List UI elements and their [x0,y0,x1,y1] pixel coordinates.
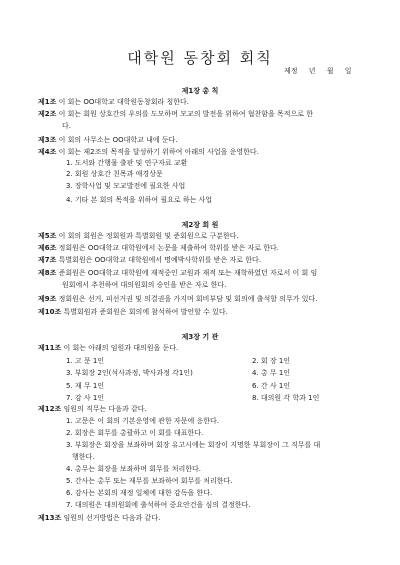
list-item: 2. 회원 상호간 친목과 애경상문 [66,170,163,178]
article-label: 제2조 [38,110,57,118]
article-label: 제12조 [38,405,62,413]
list-item: 1. 고문은 이 회의 기본운영에 관한 자문에 응한다. [66,417,219,425]
article-text: 이 회의 회원은 정회원과 특별회원 및 준회원으로 구분한다. [56,232,239,240]
officer-item: 7. 감 사 1인 [66,394,105,402]
article-text: 이 회의 사무소는 OO대학교 내에 둔다. [56,136,178,144]
article-text-continued: 다. [62,122,71,130]
article-label: 제13조 [38,514,62,522]
article-6 [38,244,279,253]
list-item: 4. 기타 본 회의 목적을 위하여 필요로 하는 사업 [66,196,213,204]
article-text: 정회원은 OO대학교 대학원에서 논문을 제출하여 학위를 받은 자로 한다. [56,244,280,252]
officer-item: 3. 부회장 2인(석사과정, 박사과정 각1인) [66,369,193,377]
article-10 [38,308,228,317]
officer-item: 8. 대의원 각 학과 1인 [252,394,320,402]
list-item: 5. 간사는 총무 또는 재무를 보좌하여 회무를 처리한다. [66,477,233,485]
list-item: 1. 도서와 간행물 출판 및 연구자료 교환 [66,159,188,167]
article-13 [38,514,160,523]
article-label: 제9조 [38,295,57,303]
article-text-continued: 원회에서 추천하여 대의원회의 승인을 받은 자로 한다. [62,281,227,289]
article-3 [38,136,178,145]
officer-item: 5. 재 무 1인 [66,382,105,390]
article-text: 이 회는 아래의 임원과 대의원을 둔다. [61,344,179,352]
article-9 [38,295,317,304]
chapter-heading: 제2장 회 원 [181,221,219,229]
article-text: 특별회원과 준회원은 회의에 참석하여 발언할 수 있다. [61,308,228,316]
article-text: 준회원은 OO대학교 대학원에 재적중인 교원과 재적 또는 재학하였던 자로서 이 회 임 [56,269,318,277]
article-label: 제6조 [38,244,57,252]
article-label: 제10조 [38,308,62,316]
article-text: 이 회는 제2조의 목적을 달성하기 위하여 아래의 사업을 운영한다. [56,148,259,156]
article-5 [38,232,239,241]
list-item: 4. 총무는 회장을 보좌하며 회무를 처리한다. [66,465,201,473]
enactment-date: 제정 년 월 일 [284,67,352,75]
list-item: 6. 감사는 본회의 재정 일체에 대한 감독을 한다. [66,489,213,497]
officer-item: 1. 고 문 1인 [66,357,105,365]
article-label: 제5조 [38,232,57,240]
article-11 [38,344,178,353]
document-title: 대학원 동창회 회칙 [127,49,273,67]
article-text: 임원의 직무는 다음과 같다. [61,405,147,413]
chapter-heading: 제3장 기 관 [181,333,219,341]
article-label: 제11조 [38,344,62,352]
officer-item: 2. 회 장 1인 [252,357,291,365]
article-2 [38,110,313,119]
officer-item: 4. 총 무 1인 [252,369,291,377]
article-label: 제8조 [38,269,57,277]
list-item: 2. 회장은 회무를 총괄하고 이 회를 대표한다. [66,429,204,437]
article-4 [38,148,259,157]
article-text: 이 회는 회원 상호간의 우의를 도모하며 모교의 발전을 위하여 협찬함을 목적으로 한 [56,110,314,118]
officer-item: 6. 간 사 1인 [252,382,291,390]
article-label: 제1조 [38,98,57,106]
article-text: 특별회원은 OO대학교 대학원에서 명예박사학위를 받은 자로 한다. [56,256,262,264]
list-item-continued: 행한다. [72,453,95,461]
article-text: 이 회는 OO대학교 대학원동창회라 칭한다. [56,98,189,106]
article-text: 임원의 선거방법은 다음과 같다. [61,514,161,522]
article-1 [38,98,189,107]
list-item: 3. 부회장은 회장을 보좌하며 회장 유고시에는 회장이 지명한 부회장이 그 직무를 대 [66,441,321,449]
article-7 [38,256,261,265]
article-label: 제3조 [38,136,57,144]
article-12 [38,405,147,414]
chapter-heading: 제1장 총 칙 [181,87,219,95]
article-8 [38,269,317,278]
list-item: 3. 장학사업 및 모교발전에 필요한 사업 [66,182,186,190]
article-label: 제4조 [38,148,57,156]
article-label: 제7조 [38,256,57,264]
article-text: 정회원은 선거, 피선거권 및 의결권을 가지며 회비부담 및 회의에 출석할 의무가 있다. [56,295,318,303]
list-item: 7. 대의원은 대의원회에 출석하여 중요안건을 심의 결정한다. [66,501,251,509]
